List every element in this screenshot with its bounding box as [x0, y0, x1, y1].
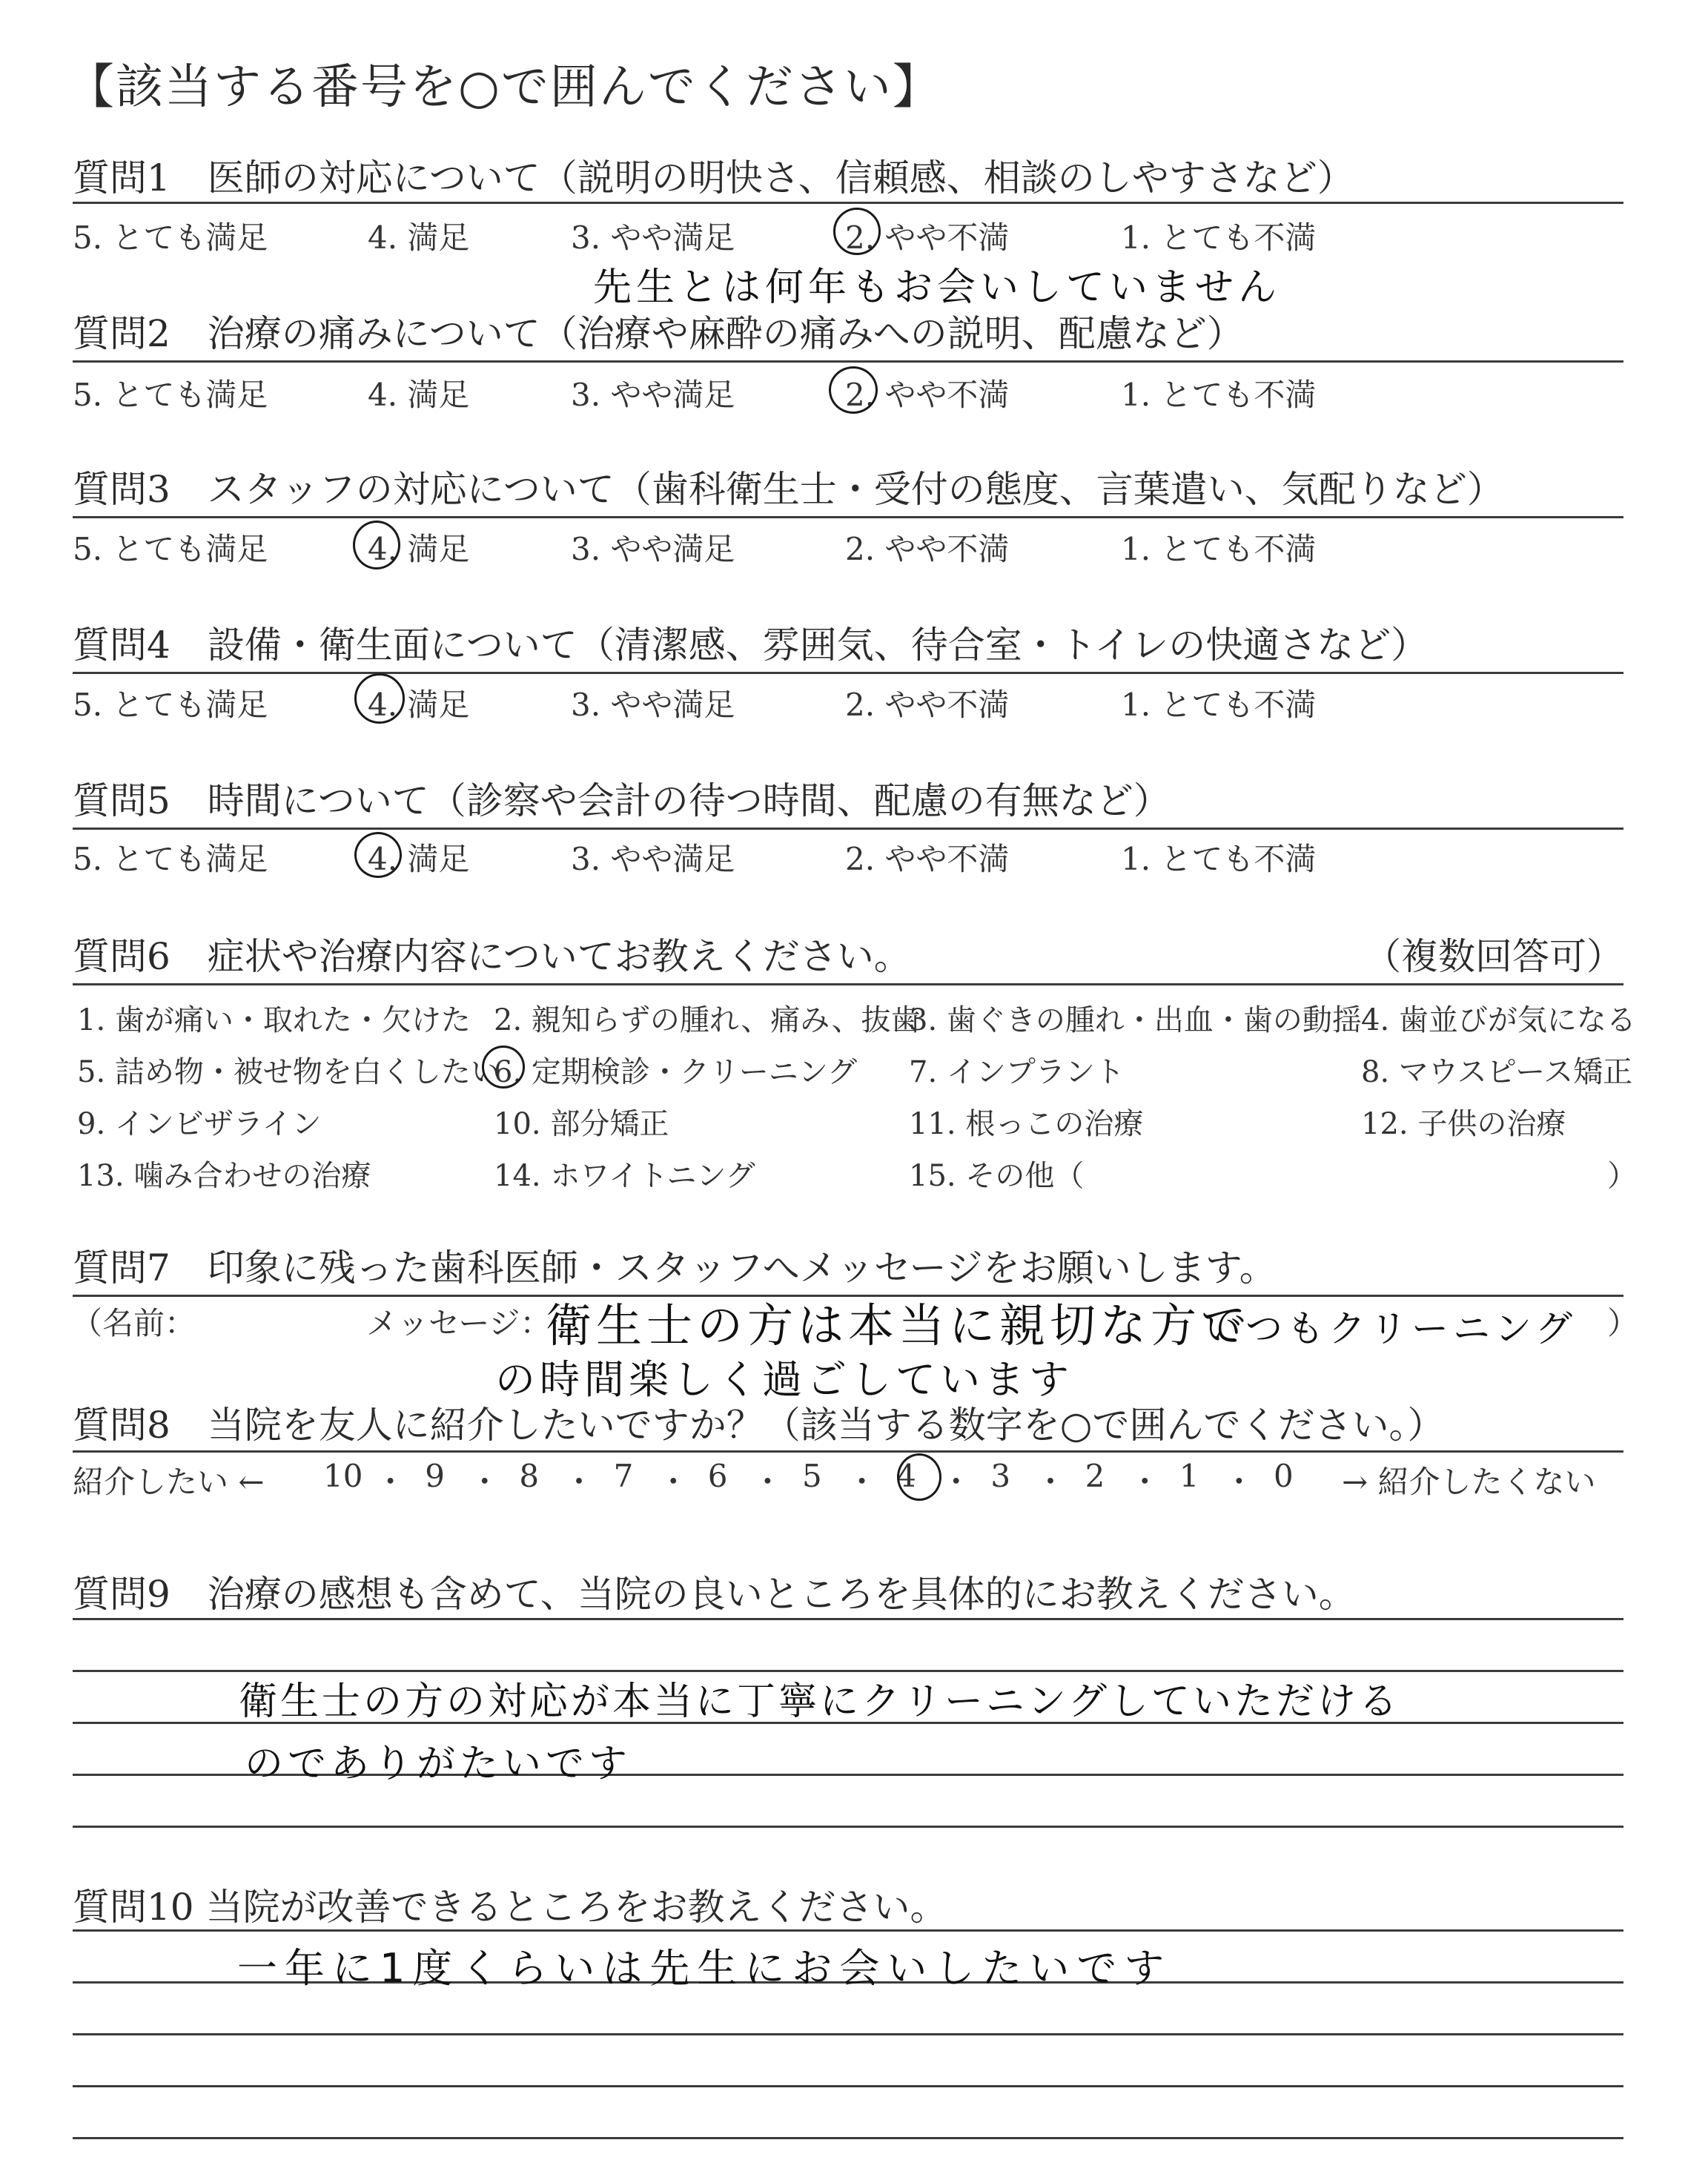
q10-title: 質問10 当院が改善できるところをお教えください。 — [73, 1886, 947, 1929]
q6-option-3[interactable]: 3. 歯ぐきの腫れ・出血・歯の動揺 — [909, 1003, 1362, 1037]
q2-option-5[interactable]: 5. とても満足 — [73, 377, 268, 413]
q4-selection-circle — [354, 673, 405, 724]
q1-title: 質問1 医師の対応について（説明の明快さ、信頼感、相談のしやすさなど） — [73, 156, 1354, 199]
q2-selection-circle — [829, 366, 878, 414]
q8-left-label: 紹介したい ← — [73, 1464, 265, 1500]
q8-number-1[interactable]: 1 — [1179, 1458, 1199, 1494]
q7-message-label: メッセージ： — [366, 1305, 552, 1341]
q1-option-3[interactable]: 3. やや満足 — [571, 219, 735, 256]
q3-option-1[interactable]: 1. とても不満 — [1121, 531, 1317, 567]
q3-selection-circle — [353, 521, 400, 569]
q8-separator-dot: ・ — [940, 1464, 972, 1500]
q6-option-12[interactable]: 12. 子供の治療 — [1361, 1107, 1566, 1141]
q5-option-5[interactable]: 5. とても満足 — [73, 841, 268, 877]
q6-title: 質問6 症状や治療内容についてお教えください。 — [73, 935, 911, 978]
q1-option-1[interactable]: 1. とても不満 — [1121, 219, 1317, 256]
q8-number-3[interactable]: 3 — [990, 1458, 1011, 1494]
q6-option-7[interactable]: 7. インプラント — [909, 1055, 1125, 1089]
q5-title: 質問5 時間について（診察や会計の待つ時間、配慮の有無など） — [73, 779, 1171, 822]
q6-option-9[interactable]: 9. インビザライン — [77, 1107, 322, 1141]
q7-handwritten-line2: の時間楽しく過ごしています — [495, 1356, 1073, 1403]
q10-rule-1 — [73, 1929, 1623, 1932]
q8-separator-dot: ・ — [1035, 1464, 1067, 1500]
q9-handwritten-line1: 衛生士の方の対応が本当に丁寧にクリーニングしていただける — [239, 1680, 1400, 1724]
q8-separator-dot: ・ — [846, 1464, 878, 1500]
q4-option-1[interactable]: 1. とても不満 — [1121, 687, 1317, 723]
q5-option-4[interactable]: 4. 満足 — [368, 841, 470, 877]
q8-title: 質問8 当院を友人に紹介したいですか？（該当する数字を○で囲んでください。） — [73, 1404, 1445, 1447]
q5-rule — [73, 828, 1623, 830]
q1-option-2[interactable]: 2. やや不満 — [845, 219, 1010, 256]
q3-option-5[interactable]: 5. とても満足 — [73, 531, 268, 567]
q8-separator-dot: ・ — [374, 1464, 406, 1500]
q8-number-8[interactable]: 8 — [519, 1458, 540, 1494]
q7-handwritten-line1b: いつもクリーニング — [1204, 1307, 1577, 1350]
q6-option-15[interactable]: 15. その他（ — [909, 1159, 1085, 1193]
q2-option-2[interactable]: 2. やや不満 — [845, 377, 1010, 413]
q6-option-10[interactable]: 10. 部分矯正 — [494, 1107, 669, 1141]
q1-selection-circle — [833, 208, 881, 255]
q5-option-3[interactable]: 3. やや満足 — [571, 841, 735, 877]
q9-rule-5 — [73, 1826, 1623, 1828]
q2-title: 質問2 治療の痛みについて（治療や麻酔の痛みへの説明、配慮など） — [73, 312, 1244, 355]
q3-rule — [73, 516, 1623, 518]
q2-option-4[interactable]: 4. 満足 — [368, 377, 470, 413]
q5-selection-circle — [354, 832, 402, 878]
page-heading: 【該当する番号を○で囲んでください】 — [67, 60, 941, 115]
q4-option-4[interactable]: 4. 満足 — [368, 687, 470, 723]
q6-selection-circle — [482, 1046, 525, 1089]
q6-note: （複数回答可） — [1364, 935, 1623, 978]
q3-title: 質問3 スタッフの対応について（歯科衛生士・受付の態度、言葉遣い、気配りなど） — [73, 468, 1504, 511]
q7-handwritten-line1a: 衛生士の方は本当に親切な方で — [546, 1298, 1252, 1353]
q8-right-label: → 紹介したくない — [1342, 1464, 1596, 1500]
q8-number-10[interactable]: 10 — [323, 1458, 363, 1494]
q8-separator-dot: ・ — [1223, 1464, 1255, 1500]
q1-handwritten-comment: 先生とは何年もお会いしていません — [593, 265, 1282, 310]
q8-number-7[interactable]: 7 — [613, 1458, 634, 1494]
q9-rule-1 — [73, 1618, 1623, 1620]
q6-option-13[interactable]: 13. 噛み合わせの治療 — [77, 1159, 371, 1193]
q10-rule-3 — [73, 2033, 1623, 2035]
q8-separator-dot: ・ — [752, 1464, 784, 1500]
q8-number-6[interactable]: 6 — [707, 1458, 728, 1494]
q8-number-4[interactable]: 4 — [896, 1458, 916, 1494]
q9-handwritten-line2: のでありがたいです — [245, 1742, 632, 1786]
q1-option-5[interactable]: 5. とても満足 — [73, 219, 268, 256]
q6-option-15-close: ） — [1607, 1159, 1637, 1193]
q6-option-2[interactable]: 2. 親知らずの腫れ、痛み、抜歯 — [494, 1003, 921, 1037]
q8-number-5[interactable]: 5 — [802, 1458, 822, 1494]
q3-option-3[interactable]: 3. やや満足 — [571, 531, 735, 567]
q10-rule-5 — [73, 2137, 1623, 2139]
q8-rule — [73, 1450, 1623, 1453]
q7-name-label: （名前： — [71, 1305, 196, 1341]
q4-option-5[interactable]: 5. とても満足 — [73, 687, 268, 723]
q10-rule-4 — [73, 2085, 1623, 2087]
q2-option-3[interactable]: 3. やや満足 — [571, 377, 735, 413]
q4-option-2[interactable]: 2. やや不満 — [845, 687, 1010, 723]
q3-option-4[interactable]: 4. 満足 — [368, 531, 470, 567]
q8-separator-dot: ・ — [469, 1464, 500, 1500]
q8-separator-dot: ・ — [563, 1464, 595, 1500]
q6-option-8[interactable]: 8. マウスピース矯正 — [1361, 1055, 1633, 1089]
q2-option-1[interactable]: 1. とても不満 — [1121, 377, 1317, 413]
q8-number-0[interactable]: 0 — [1274, 1458, 1294, 1494]
q6-option-4[interactable]: 4. 歯並びが気になる — [1361, 1003, 1636, 1037]
q3-option-2[interactable]: 2. やや不満 — [845, 531, 1010, 567]
q10-handwritten-line1: 一年に1度くらいは先生にお会いしたいです — [237, 1945, 1172, 1992]
q6-option-11[interactable]: 11. 根っこの治療 — [909, 1107, 1144, 1141]
q6-option-6[interactable]: 6. 定期検診・クリーニング — [494, 1055, 858, 1089]
q5-option-1[interactable]: 1. とても不満 — [1121, 841, 1317, 877]
q6-option-14[interactable]: 14. ホワイトニング — [494, 1159, 755, 1193]
q1-option-4[interactable]: 4. 満足 — [368, 219, 470, 256]
q1-rule — [73, 202, 1623, 204]
q8-selection-circle — [897, 1453, 941, 1501]
q8-number-2[interactable]: 2 — [1085, 1458, 1105, 1494]
q6-option-5[interactable]: 5. 詰め物・被せ物を白くしたい — [77, 1055, 500, 1089]
q8-separator-dot: ・ — [658, 1464, 689, 1500]
q7-title: 質問7 印象に残った歯科医師・スタッフへメッセージをお願いします。 — [73, 1246, 1277, 1289]
q4-title: 質問4 設備・衛生面について（清潔感、雰囲気、待合室・トイレの快適さなど） — [73, 624, 1429, 667]
q6-rule — [73, 983, 1623, 985]
q5-option-2[interactable]: 2. やや不満 — [845, 841, 1010, 877]
q4-rule — [73, 672, 1623, 674]
q9-title: 質問9 治療の感想も含めて、当院の良いところを具体的にお教えください。 — [73, 1573, 1356, 1616]
q7-close-paren: ） — [1607, 1305, 1639, 1341]
q4-option-3[interactable]: 3. やや満足 — [571, 687, 735, 723]
q8-separator-dot: ・ — [1129, 1464, 1161, 1500]
q8-number-9[interactable]: 9 — [425, 1458, 445, 1494]
q2-rule — [73, 360, 1623, 363]
q6-option-1[interactable]: 1. 歯が痛い・取れた・欠けた — [77, 1003, 471, 1037]
